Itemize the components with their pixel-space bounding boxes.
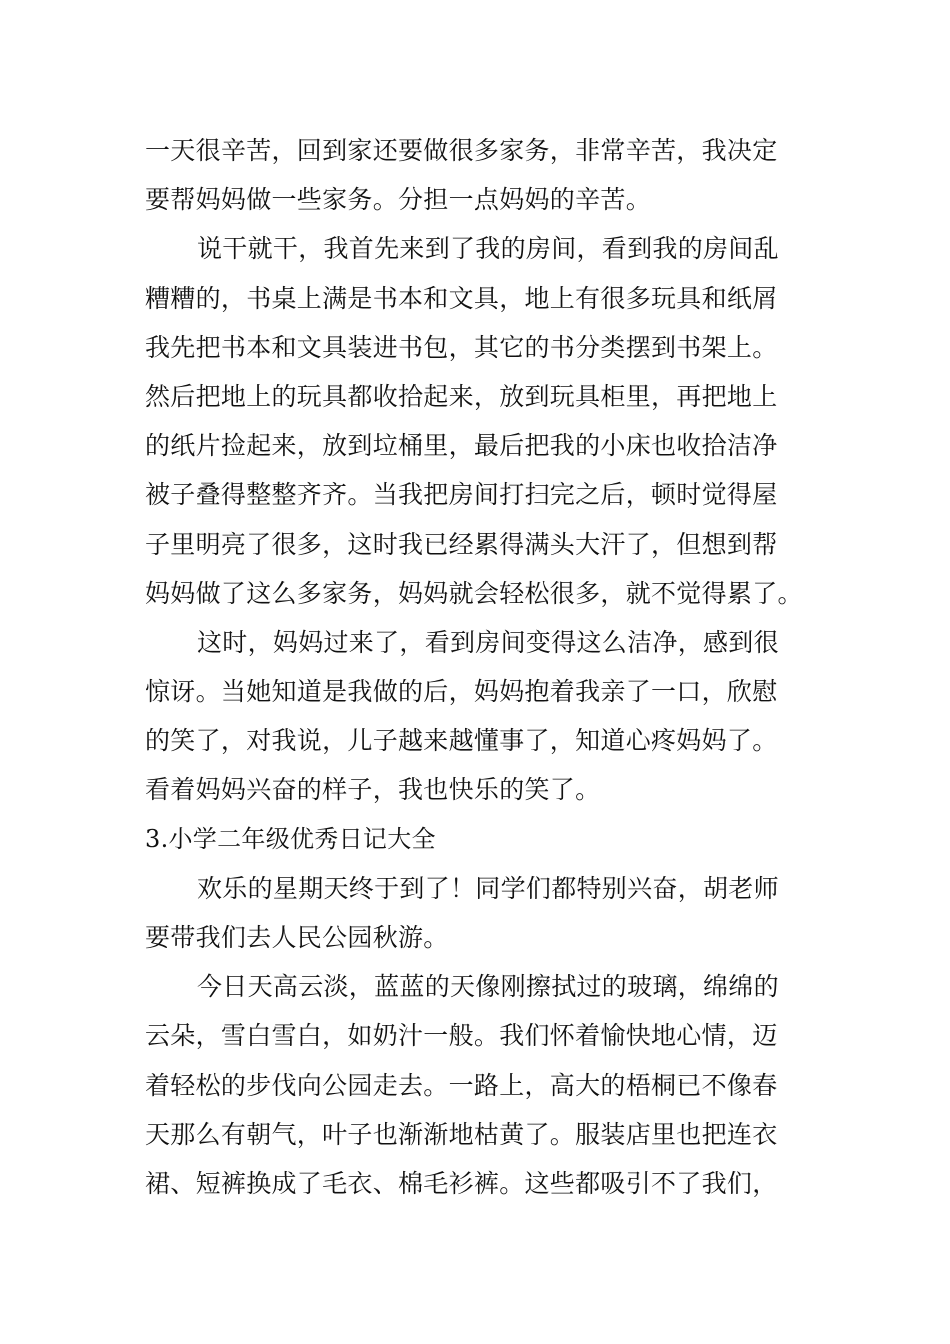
text-line: 我先把书本和文具装进书包，其它的书分类摆到书架上。 (145, 332, 778, 362)
text-line: 惊讶。当她知道是我做的后，妈妈抱着我亲了一口，欣慰 (145, 677, 778, 707)
text-line: 着轻松的步伐向公园走去。一路上，高大的梧桐已不像春 (145, 1070, 778, 1100)
text-line: 糟糟的，书桌上满是书本和文具，地上有很多玩具和纸屑 (145, 283, 778, 313)
text-line: 云朵，雪白雪白，如奶汁一般。我们怀着愉快地心情，迈 (145, 1021, 778, 1051)
text-line: 妈妈做了这么多家务，妈妈就会轻松很多，就不觉得累了。 (145, 578, 803, 608)
paragraph-start-line: 今日天高云淡，蓝蓝的天像刚擦拭过的玻璃，绵绵的 (197, 972, 779, 1002)
text-line: 然后把地上的玩具都收拾起来，放到玩具柜里，再把地上 (145, 381, 778, 411)
section-heading: 3.小学二年级优秀日记大全 (145, 824, 436, 853)
text-line: 裙、短裤换成了毛衣、棉毛衫裤。这些都吸引不了我们， (145, 1168, 778, 1198)
text-line: 被子叠得整整齐齐。当我把房间打扫完之后，顿时觉得屋 (145, 480, 778, 510)
text-line: 子里明亮了很多，这时我已经累得满头大汗了，但想到帮 (145, 529, 778, 559)
text-line: 天那么有朝气，叶子也渐渐地枯黄了。服装店里也把连衣 (145, 1119, 778, 1149)
text-line: 要带我们去人民公园秋游。 (145, 923, 449, 952)
paragraph-start-line: 这时，妈妈过来了，看到房间变得这么洁净，感到很 (197, 627, 779, 657)
paragraph-start-line: 说干就干，我首先来到了我的房间，看到我的房间乱 (197, 234, 779, 264)
text-line: 的纸片捡起来，放到垃桶里，最后把我的小床也收拾洁净 (145, 431, 778, 461)
document-page (145, 126, 810, 1208)
text-line: 看着妈妈兴奋的样子，我也快乐的笑了。 (145, 775, 601, 805)
text-line: 一天很辛苦，回到家还要做很多家务，非常辛苦，我决定 (145, 136, 778, 165)
text-line: 的笑了，对我说，儿子越来越懂事了，知道心疼妈妈了。 (145, 726, 778, 756)
text-line: 要帮妈妈做一些家务。分担一点妈妈的辛苦。 (145, 185, 652, 215)
paragraph-start-line: 欢乐的星期天终于到了！同学们都特别兴奋，胡老师 (197, 873, 779, 903)
